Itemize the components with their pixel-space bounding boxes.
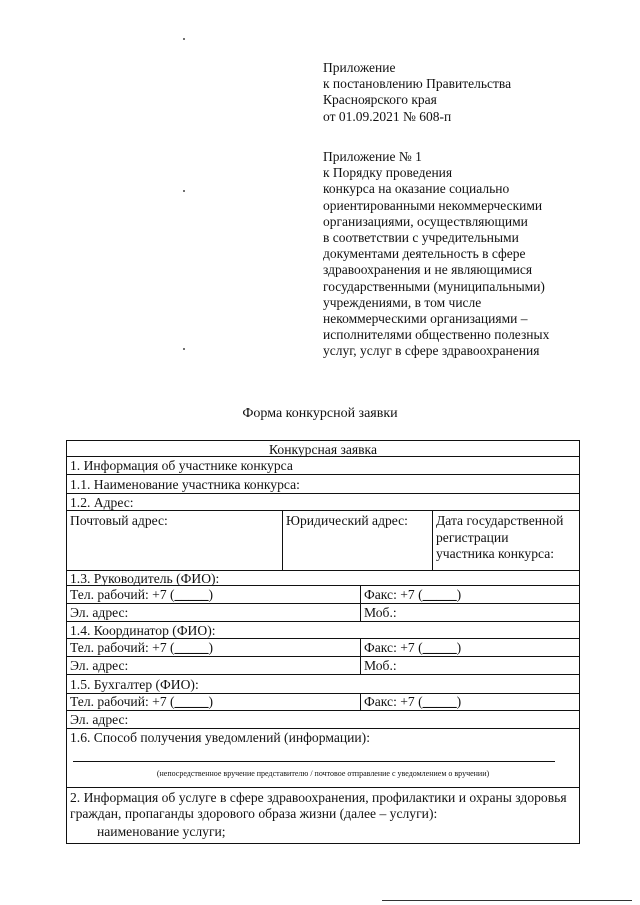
head-fax: Факс: +7 (_____) <box>364 587 462 602</box>
notify-method-line <box>73 761 555 762</box>
row-divider <box>67 787 579 788</box>
col-divider <box>360 639 361 674</box>
row-divider <box>67 474 579 475</box>
appendix-line: ориентированными некоммерческими <box>323 197 543 213</box>
procedure-appendix-header <box>323 149 549 360</box>
appendix-line: исполнителями общественно полезных <box>323 327 550 343</box>
notify-method-label: 1.6. Способ получения уведомлений (информации): <box>70 730 370 745</box>
participant-name-label: 1.1. Наименование участника конкурса: <box>70 477 300 492</box>
accountant-fax: Факс: +7 (_____) <box>364 694 462 709</box>
coordinator-mobile-label: Моб.: <box>364 658 397 673</box>
page-edge-line <box>382 900 632 901</box>
row-divider <box>67 710 579 711</box>
header-line: Приложение <box>323 60 396 75</box>
appendix-line: услуг, услуг в сфере здравоохранения <box>323 343 540 359</box>
row-divider <box>67 621 579 622</box>
scan-speck <box>183 38 185 40</box>
section-2-title: 2. Информация об услуге в сфере здравоохранения, профилактики и охраны здоровья граждан, пропаганды здорового образа жизни (далее – услуги): <box>70 790 567 821</box>
notify-method-hint: (непосредственное вручение представителю / почтовое отправление с уведомлением о вручении) <box>156 769 490 778</box>
header-line: от 01.09.2021 № 608-п <box>323 108 452 124</box>
head-work-phone: Тел. рабочий: +7 (_____) <box>70 587 214 602</box>
col-divider <box>360 586 361 621</box>
appendix-line: документами деятельность в сфере <box>323 246 526 262</box>
col-divider <box>432 511 433 570</box>
row-divider <box>67 674 579 675</box>
head-label: 1.3. Руководитель (ФИО): <box>70 571 220 586</box>
header-line: Красноярского края <box>323 92 437 108</box>
form-caption: Конкурсная заявка <box>269 442 377 457</box>
scan-speck <box>183 348 185 350</box>
accountant-label: 1.5. Бухгалтер (ФИО): <box>70 677 199 692</box>
resolution-appendix-header <box>323 60 511 125</box>
scan-speck <box>183 190 185 192</box>
section-1-title: 1. Информация об участнике конкурса <box>70 458 293 473</box>
legal-address-label: Юридический адрес: <box>286 513 408 528</box>
address-label: 1.2. Адрес: <box>70 495 134 510</box>
application-form-table <box>66 440 580 844</box>
appendix-line: к Порядку проведения <box>323 165 453 181</box>
row-divider <box>67 638 579 639</box>
appendix-line: конкурса на оказание социально <box>323 181 510 197</box>
col-divider <box>282 511 283 570</box>
appendix-line: некоммерческими организациями – <box>323 311 528 327</box>
col-divider <box>360 694 361 710</box>
row-divider <box>67 603 579 604</box>
head-mobile-label: Моб.: <box>364 605 397 620</box>
appendix-line: здравоохранения и не являющимися <box>323 262 533 278</box>
coordinator-email-label: Эл. адрес: <box>70 658 129 673</box>
postal-address-label: Почтовый адрес: <box>70 513 168 528</box>
row-divider <box>67 493 579 494</box>
coordinator-label: 1.4. Координатор (ФИО): <box>70 623 216 638</box>
appendix-line: учреждениями, в том числе <box>323 294 482 310</box>
service-name-label: наименование услуги; <box>97 824 226 839</box>
coordinator-fax: Факс: +7 (_____) <box>364 640 462 655</box>
accountant-work-phone: Тел. рабочий: +7 (_____) <box>70 694 214 709</box>
appendix-line: в соответствии с учредительными <box>323 230 519 246</box>
accountant-email-label: Эл. адрес: <box>70 712 129 727</box>
row-divider <box>67 510 579 511</box>
coordinator-work-phone: Тел. рабочий: +7 (_____) <box>70 640 214 655</box>
header-line: к постановлению Правительства <box>323 76 512 92</box>
form-title: Форма конкурсной заявки <box>242 406 398 421</box>
appendix-line: Приложение № 1 <box>323 149 422 164</box>
appendix-line: организациями, осуществляющими <box>323 213 528 229</box>
registration-date-label: Дата государственной регистрации участника конкурса: <box>436 513 564 561</box>
head-email-label: Эл. адрес: <box>70 605 129 620</box>
row-divider <box>67 656 579 657</box>
row-divider <box>67 728 579 729</box>
appendix-line: государственными (муниципальными) <box>323 278 545 294</box>
